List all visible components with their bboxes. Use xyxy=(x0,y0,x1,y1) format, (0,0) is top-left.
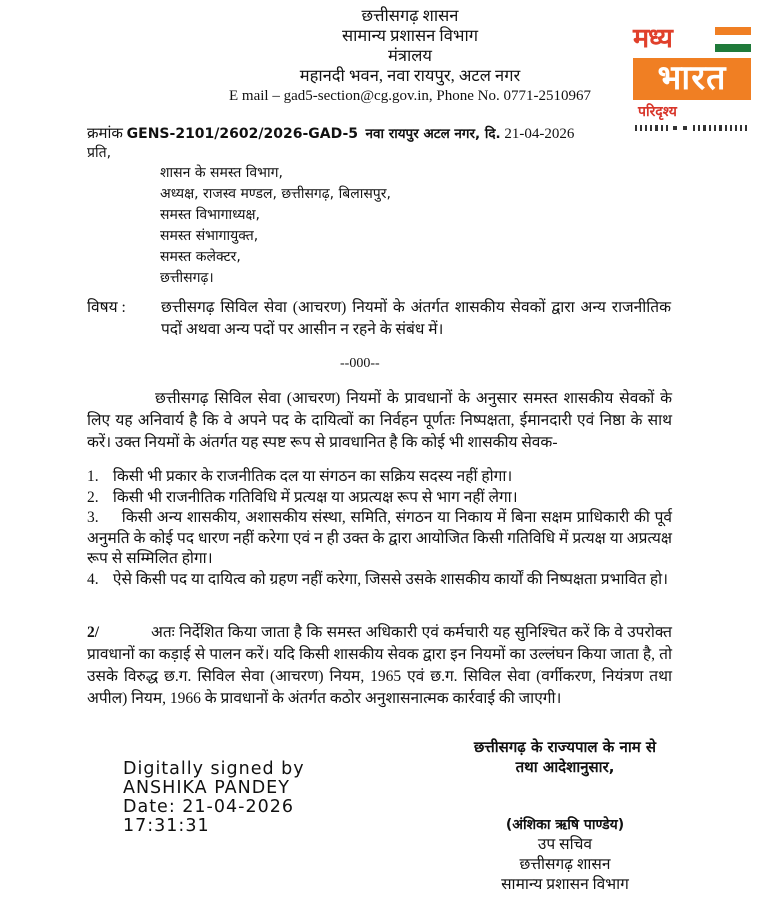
rule-item xyxy=(87,508,672,570)
logo-word-paridrishya: परिदृश्य xyxy=(638,104,677,120)
letterhead xyxy=(200,6,620,106)
rule-text: किसी भी प्रकार के राजनीतिक दल या संगठन का सक्रिय सदस्य नहीं होगा। xyxy=(112,468,513,485)
logo-flag-saffron-stripe xyxy=(715,27,751,35)
reference-label: क्रमांक xyxy=(87,124,123,142)
authority-block xyxy=(430,737,700,777)
authority-line: छत्तीसगढ़ के राज्यपाल के नाम से xyxy=(473,738,657,756)
subject-text: छत्तीसगढ़ सिविल सेवा (आचरण) नियमों के अंतर्गत शासकीय सेवकों द्वारा अन्य राजनीतिक पदों अथवा अन्य पदों पर आसीन न रहने के संबंध में। xyxy=(161,299,671,338)
logo-figures-strip-icon xyxy=(635,124,750,132)
subject-label: विषय : xyxy=(87,299,126,316)
reference-line xyxy=(87,123,574,144)
rule-number: 1. xyxy=(87,468,99,485)
rule-text: किसी अन्य शासकीय, अशासकीय संस्था, समिति, संगठन या निकाय में बिना सक्षम प्राधिकारी की पूर्व अनुमति के कोई पद धारण नहीं करेगा एवं न ही उक्त के द्वारा आयोजित किसी गतिविधि में प्रत्यक्ष या अप्रत्यक्ष रूप से सम्मिलित होगा। xyxy=(87,509,673,567)
paragraph-directive xyxy=(87,622,672,710)
to-label: प्रति, xyxy=(87,145,112,161)
rule-number: 2. xyxy=(87,488,99,506)
reference-date: 21-04-2026 xyxy=(504,126,575,142)
logo-flag-green-stripe xyxy=(715,44,751,52)
rule-item xyxy=(87,467,672,488)
digital-signature-stamp xyxy=(123,760,305,836)
recipient: समस्त विभागाध्यक्ष, xyxy=(160,207,260,223)
signatory-designation: उप सचिव xyxy=(537,836,593,853)
logo-word-bharat: भारत xyxy=(657,58,727,98)
letterhead-contact: E mail – gad5-section@cg.gov.in, Phone No. 0771-2510967 xyxy=(229,88,591,104)
digital-signature-signer: ANSHIKA PANDEY xyxy=(123,778,290,798)
authority-line: तथा आदेशानुसार, xyxy=(515,758,615,776)
recipient: शासन के समस्त विभाग, xyxy=(160,165,283,181)
letterhead-ministry: मंत्रालय xyxy=(387,46,432,65)
rule-text: ऐसे किसी पद या दायित्व को ग्रहण नहीं करेगा, जिससे उसके शासकीय कार्यों की निष्पक्षता प्रभावित हो। xyxy=(112,570,668,588)
signatory-name: (अंशिका ऋषि पाण्डेय) xyxy=(505,817,625,833)
recipients-list xyxy=(160,163,391,289)
paragraph-directive-text: अतः निर्देशित किया जाता है कि समस्त अधिकारी एवं कर्मचारी यह सुनिश्चित करें कि वे उपरोक्त प्रावधानों का कड़ाई से पालन करें। यदि किसी शासकीय सेवक द्वारा इन नियमों का उल्लंघन किया जाता है, तो उसके विरुद्ध छ.ग. सिविल सेवा (आचरण) नियम, 1965 एवं छ.ग. सिविल सेवा (वर्गीकरण, नियंत्रण तथा अपील) नियम, 1966 के प्रावधानों के अंतर्गत कठोर अनुशासनात्मक कार्रवाई की जाएगी। xyxy=(87,624,672,707)
section-separator: --000-- xyxy=(340,356,380,371)
madhya-bharat-paridrishya-logo xyxy=(633,22,753,140)
rules-list xyxy=(87,467,672,590)
letterhead-government: छत्तीसगढ़ शासन xyxy=(361,6,459,25)
rule-item xyxy=(87,488,672,509)
rule-item xyxy=(87,570,672,591)
paragraph-number: 2/ xyxy=(87,624,100,641)
digital-signature-date: Date: 21-04-2026 xyxy=(123,797,294,817)
logo-word-madhya: मध्य xyxy=(633,23,672,54)
letterhead-address: महानदी भवन, नवा रायपुर, अटल नगर xyxy=(299,66,521,85)
paragraph-intro: छत्तीसगढ़ सिविल सेवा (आचरण) नियमों के प्रावधानों के अनुसार समस्त शासकीय सेवकों के लिए यह अनिवार्य है कि वे अपने पद के दायित्वों का निर्वहन पूर्णतः निष्पक्षता, ईमानदारी एवं निष्ठा के साथ करें। उक्त नियमों के अंतर्गत यह स्पष्ट रूप से प्रावधानित है कि कोई भी शासकीय सेवक- xyxy=(87,390,672,451)
signatory-department: सामान्य प्रशासन विभाग xyxy=(501,876,629,893)
digital-signature-time: 17:31:31 xyxy=(123,816,210,836)
reference-number: GENS-2101/2602/2026-GAD-5 xyxy=(126,126,359,142)
reference-place: नवा रायपुर अटल नगर, दि. xyxy=(365,126,501,142)
rule-number: 3. xyxy=(87,509,99,526)
letterhead-department: सामान्य प्रशासन विभाग xyxy=(341,26,479,45)
signatory-government: छत्तीसगढ़ शासन xyxy=(519,856,611,873)
recipient: छत्तीसगढ़। xyxy=(160,270,214,286)
rule-number: 4. xyxy=(87,570,99,588)
rule-text: किसी भी राजनीतिक गतिविधि में प्रत्यक्ष या अप्रत्यक्ष रूप से भाग नहीं लेगा। xyxy=(112,488,518,506)
signatory-block xyxy=(430,815,700,895)
recipient: समस्त संभागायुक्त, xyxy=(160,228,259,244)
recipient: अध्यक्ष, राजस्व मण्डल, छत्तीसगढ़, बिलासपुर, xyxy=(160,186,391,202)
recipient: समस्त कलेक्टर, xyxy=(160,249,241,265)
digital-signature-line: Digitally signed by xyxy=(123,759,305,779)
